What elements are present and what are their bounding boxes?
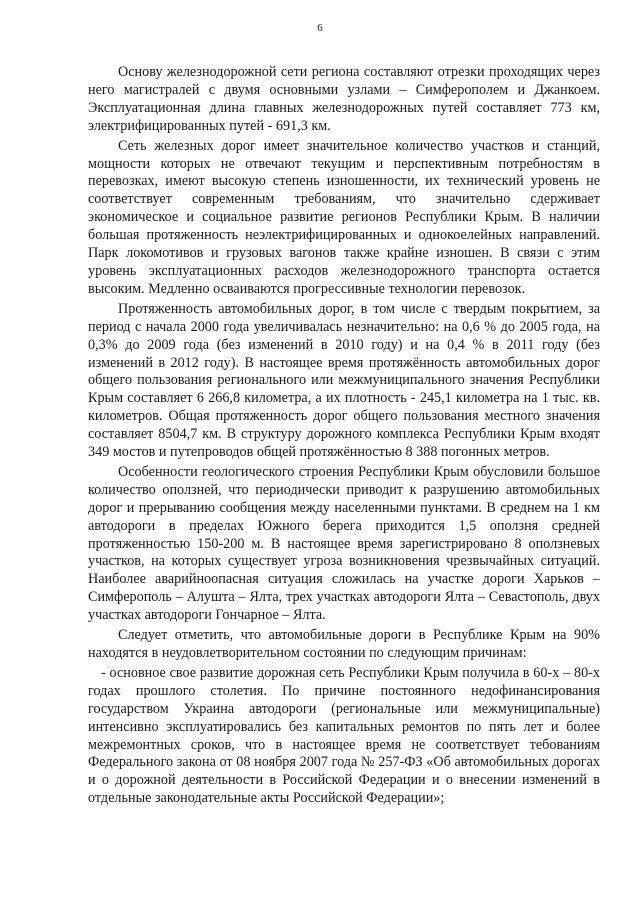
paragraph-road-condition-intro: Следует отметить, что автомобильные дороги в Республике Крым на 90% находятся в неудовлетворительном состоянии по следующим причинам:	[88, 627, 600, 661]
paragraph-road-length: Протяженность автомобильных дорог, в том числе с твердым покрытием, за период с начала 2000 года увеличивалась незначительно: на 0,6 % до 2005 года, на 0,3% до 2009 года (без изменений в 2010 году) и на 0,4 % в 2011 году (без изменений в 2012 году). В настоящее время протяжённость автомобильных дорог общего пользования регионального или межмуниципального значения Республики Крым составляет 6 266,8 километра, а их плотность - 245,1 километра на 1 тыс. кв. километров. Общая протяженность дорог общего пользования местного значения составляет 8504,7 км. В структуру дорожного комплекса Республики Крым входят 349 мостов и путепроводов общей протяжённостью 8 388 погонных метров.	[88, 300, 600, 461]
paragraph-landslides: Особенности геологического строения Республики Крым обусловили большое количество оползней, что периодически приводит к разрушению автомобильных дорог и прерыванию сообщения между населенными пунктами. В среднем на 1 км автодороги в пределах Южного берега приходится 1,5 оползня средней протяженностью 150-200 м. В настоящее время зарегистрировано 8 оползневых участков, на которых существует угроза возникновения чрезвычайных ситуаций. Наиболее аварийноопасная ситуация сложилась на участке дороги Харьков – Симферополь – Алушта – Ялта, трех участках автодороги Ялта – Севастополь, двух участках автодороги Гончарное – Ялта.	[88, 463, 600, 624]
paragraph-railway-network: Основу железнодорожной сети региона составляют отрезки проходящих через него магистралей с двумя основными узлами – Симферополем и Джанкоем. Эксплуатационная длина главных железнодорожных путей составляет 773 км, электрифицированных путей - 691,3 км.	[88, 64, 600, 134]
paragraph-railway-condition: Сеть железных дорог имеет значительное количество участков и станций, мощности которых не отвечают текущим и перспективным потребностям в перевозках, имеют высокую степень изношенности, их технический уровень не соответствует современным требованиям, что значительно сдерживает экономическое и социальное развитие регионов Республики Крым. В наличии большая протяженность неэлектрифицированных и однокоелейных направлений. Парк локомотивов и грузовых вагонов также крайне изношен. В связи с этим уровень эксплуатационных расходов железнодорожного транспорта остается высоким. Медленно осваиваются прогрессивные технологии перевозок.	[88, 137, 600, 297]
list-item-road-development: - основное свое развитие дорожная сеть Республики Крым получила в 60-х – 80-х годах прошлого столетия. По причине постоянного недофинансирования государством Украина автодороги (региональные или межмуниципальные) интенсивно эксплуатировались без капитальных ремонтов по пять лет и более межремонтных сроков, что в настоящее время не соответствует тебованиям Федерального закона от 08 ноября 2007 года № 257-ФЗ «Об автомобильных дорогах и о дорожной деятельности в Российской Федерации и о внесении изменений в отдельные законодательные акты Российской Федерации»;	[88, 664, 600, 807]
page-number: 6	[317, 22, 323, 34]
document-body	[88, 64, 600, 810]
